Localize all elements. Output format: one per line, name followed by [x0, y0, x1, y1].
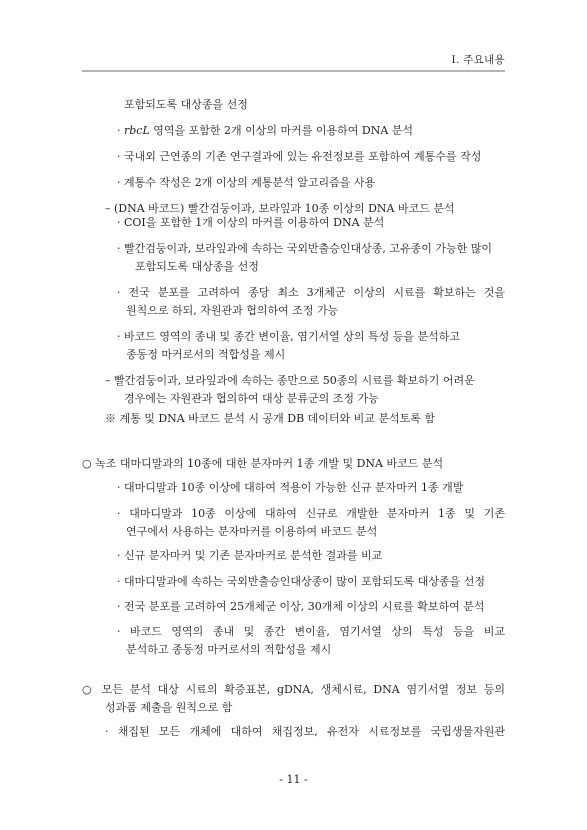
text-line: 분석하고 종동정 마커로서의 적합성을 제시: [126, 643, 332, 656]
text-line: – (DNA 바코드) 빨간검둥이과, 보라잎과 10종 이상의 DNA 바코드 분석: [105, 202, 455, 215]
text-line: 원칙으로 하되, 자원관과 협의하여 조정 가능: [126, 304, 339, 317]
text-line: – 빨간검둥이과, 보라잎과에 속하는 종만으로 50종의 시료를 확보하기 어려운: [105, 374, 475, 387]
header-rule: [82, 70, 505, 72]
text-line: 연구에서 사용하는 분자마커를 이용하여 바코드 분석: [126, 525, 378, 538]
page-header: [0, 52, 587, 66]
text-line: · 계통수 작성은 2개 이상의 계통분석 알고리즘을 사용: [117, 176, 376, 189]
text-line: 포함되도록 대상종을 선정: [135, 260, 259, 273]
text-line: 종동정 마커로서의 적합성을 제시: [126, 348, 286, 361]
text-line: 포함되도록 대상종을 선정: [124, 98, 248, 111]
text-line: · 바코드 영역의 종내 및 종간 변이율, 염기서열 상의 특성 등을 비교: [117, 625, 505, 638]
text-line: · rbcL 영역을 포함한 2개 이상의 마커를 이용하여 DNA 분석: [117, 124, 414, 137]
text-line: ※ 계통 및 DNA 바코드 분석 시 공개 DB 데이터와 비교 분석토록 함: [105, 412, 436, 425]
text-line: · COI을 포함한 1개 이상의 마커를 이용하여 DNA 분석: [117, 216, 385, 229]
text-line: ○ 녹조 대마디말과의 10종에 대한 분자마커 1종 개발 및 DNA 바코드 분석: [82, 457, 444, 470]
section-title: Ⅰ. 주요내용: [451, 54, 505, 66]
text-line: · 대마디말과 10종 이상에 대하여 신규로 개발한 분자마커 1종 및 기존: [117, 507, 505, 520]
text-line: · 대마디말과에 속하는 국외반출승인대상종이 많이 포함되도록 대상종을 선정: [117, 575, 486, 588]
text-line: · 채집된 모든 개체에 대하여 채집정보, 유전자 시료정보를 국립생물자원관: [105, 725, 505, 738]
text-line: · 대마디말과 10종 이상에 대하여 적용이 가능한 신규 분자마커 1종 개발: [117, 481, 464, 494]
text-line: · 신규 분자마커 및 기존 분자마커로 분석한 결과를 비교: [117, 549, 383, 562]
text-line: 성과품 제출을 원칙으로 함: [105, 701, 233, 714]
page-number: - 11 -: [279, 773, 308, 786]
text-line: · 국내외 근연종의 기존 연구결과에 있는 유전정보를 포함하여 계통수를 작성: [117, 150, 482, 163]
text-line: · 전국 분포를 고려하여 25개체군 이상, 30개체 이상의 시료를 확보하여 분석: [117, 600, 485, 613]
text-line: 경우에는 자원관과 협의하여 대상 분류군의 조정 가능: [124, 392, 379, 405]
text-line: · 전국 분포를 고려하여 종당 최소 3개체군 이상의 시료를 확보하는 것을: [117, 286, 505, 299]
text-line: · 빨간검둥이과, 보라잎과에 속하는 국외반출승인대상종, 고유종이 가능한 많이: [117, 242, 492, 255]
text-line: ○ 모든 분석 대상 시료의 확증표본, gDNA, 생체시료, DNA 염기서열 정보 등의: [82, 683, 505, 696]
text-line: · 바코드 영역의 종내 및 종간 변이율, 염기서열 상의 특성 등을 분석하고: [117, 330, 460, 343]
